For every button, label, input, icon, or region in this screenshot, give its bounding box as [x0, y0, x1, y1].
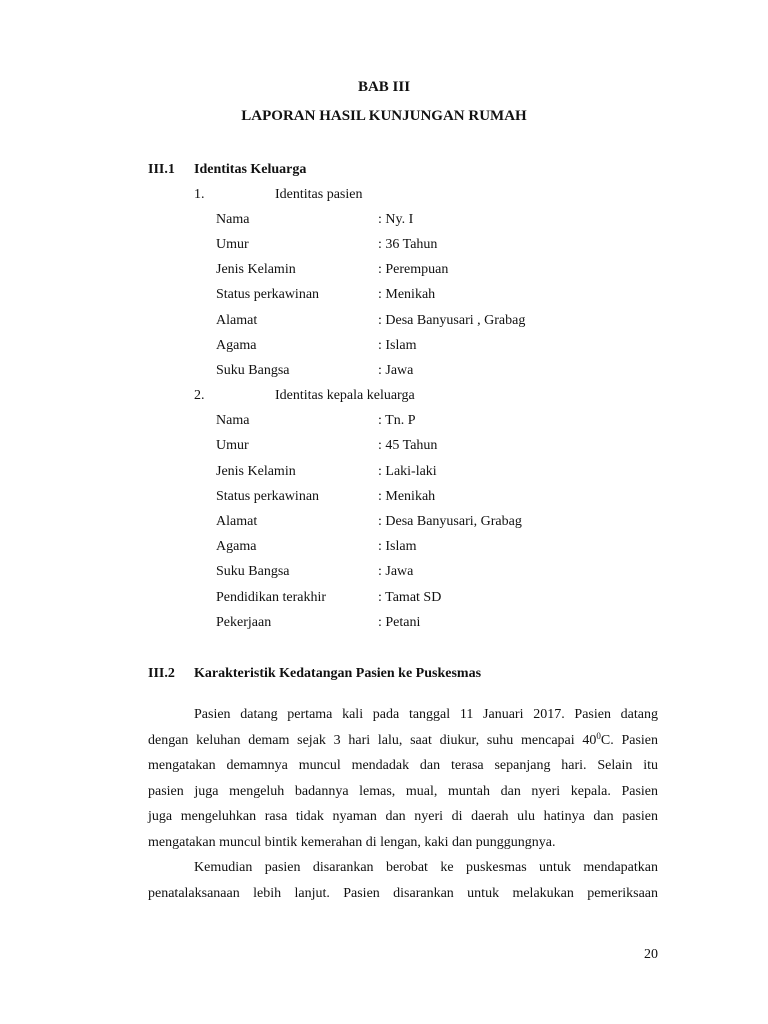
- paragraph-line: mengatakan demamnya muncul mendadak dan terasa sepanjang hari. Selain itu: [148, 758, 658, 773]
- field-value: : Ny. I: [378, 212, 414, 227]
- field-label: Suku Bangsa: [216, 564, 290, 579]
- field-label: Nama: [216, 413, 250, 428]
- field-label: Status perkawinan: [216, 287, 320, 302]
- field-value: : Menikah: [378, 489, 436, 504]
- field-label: Nama: [216, 212, 250, 227]
- paragraph-2: [148, 855, 658, 906]
- field-label: Jenis Kelamin: [216, 262, 296, 277]
- field-value: : 36 Tahun: [378, 237, 438, 252]
- field-value: : Perempuan: [378, 262, 449, 277]
- chapter-label: BAB III: [357, 79, 411, 95]
- field-label: Agama: [216, 539, 257, 554]
- page-number: 20: [644, 947, 658, 962]
- field-value: : Menikah: [378, 287, 436, 302]
- paragraph-line-text: dengan keluhan demam sejak 3 hari lalu, saat diukur, suhu mencapai 40: [148, 732, 597, 748]
- paragraph-line: pasien juga mengeluh badannya lemas, mual, muntah dan nyeri kepala. Pasien: [148, 783, 658, 799]
- superscript: 0: [596, 730, 601, 741]
- paragraph-line-text: C. Pasien: [600, 732, 658, 748]
- field-value: : Desa Banyusari, Grabag: [378, 514, 522, 529]
- field-label: Status perkawinan: [216, 489, 320, 504]
- field-value: : Tn. P: [378, 413, 416, 428]
- field-value: : Petani: [378, 615, 421, 630]
- group2-number: 2.: [194, 388, 205, 403]
- field-label: Umur: [216, 237, 249, 252]
- field-label: Alamat: [216, 514, 258, 529]
- field-label: Pendidikan terakhir: [216, 590, 327, 605]
- field-label: Alamat: [216, 313, 258, 328]
- paragraph-line: [148, 728, 658, 754]
- paragraph-1: [148, 702, 658, 855]
- field-label: Agama: [216, 338, 257, 353]
- group1-number: 1.: [194, 187, 205, 202]
- field-value: : Laki-laki: [378, 464, 437, 479]
- chapter-title: LAPORAN HASIL KUNJUNGAN RUMAH: [241, 108, 527, 124]
- field-label: Suku Bangsa: [216, 363, 290, 378]
- field-value: : 45 Tahun: [378, 438, 438, 453]
- field-value: : Islam: [378, 539, 417, 554]
- paragraph-line: juga mengeluhkan rasa tidak nyaman dan nyeri di daerah ulu hatinya dan pasien: [148, 809, 658, 824]
- field-value: : Tamat SD: [378, 590, 442, 605]
- section2-number: III.2: [148, 666, 175, 681]
- field-value: : Jawa: [378, 363, 414, 378]
- field-label: Jenis Kelamin: [216, 464, 296, 479]
- group2-title: Identitas kepala keluarga: [275, 388, 415, 403]
- section1-number: III.1: [148, 162, 175, 177]
- field-label: Umur: [216, 438, 249, 453]
- field-label: Pekerjaan: [216, 615, 272, 630]
- field-value: : Jawa: [378, 564, 414, 579]
- section1-title: Identitas Keluarga: [194, 162, 307, 177]
- field-value: : Islam: [378, 338, 417, 353]
- paragraph-line: mengatakan muncul bintik kemerahan di lengan, kaki dan punggungnya.: [148, 834, 556, 850]
- section2-title: Karakteristik Kedatangan Pasien ke Puskesmas: [194, 666, 482, 681]
- group1-title: Identitas pasien: [275, 187, 363, 202]
- paragraph-line: Pasien datang pertama kali pada tanggal 11 Januari 2017. Pasien datang: [194, 707, 658, 722]
- paragraph-line: Kemudian pasien disarankan berobat ke puskesmas untuk mendapatkan: [194, 860, 658, 875]
- field-value: : Desa Banyusari , Grabag: [378, 313, 526, 328]
- paragraph-line: penatalaksanaan lebih lanjut. Pasien disarankan untuk melakukan pemeriksaan: [148, 885, 658, 901]
